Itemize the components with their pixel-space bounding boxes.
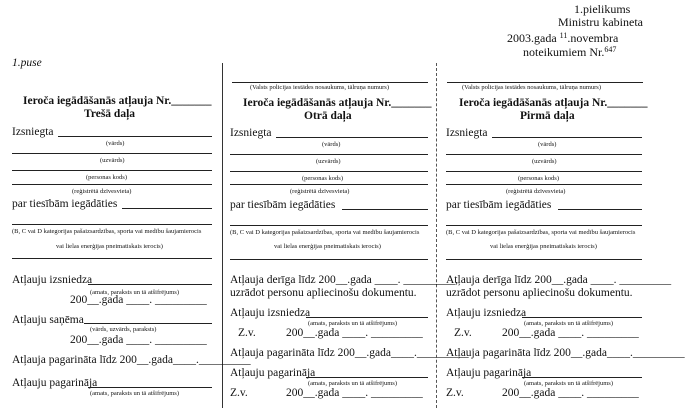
extended-by-caption: (amats, paraksts un tā atšifrējums) [524,380,613,387]
personal-code-line[interactable] [12,170,212,171]
issued-by-caption: (amats, paraksts un tā atšifrējums) [90,289,179,296]
first-name-caption: (vārds) [106,140,125,147]
present-id-label: uzrādot personu apliecinošu dokumentu. [230,287,417,299]
extended-by-label: Atļauju pagarināja [12,377,98,389]
issued-by-label: Atļauju izsniedza [446,307,527,319]
extended-by-label: Atļauju pagarināja [230,367,316,379]
extended-by-caption: (amats, paraksts un tā atšifrējums) [90,390,179,397]
right-to-acquire-label: par tiesībām iegādāties [12,198,118,210]
issued-to-label: Izsniegta [446,127,488,139]
weapon-line[interactable] [342,209,428,210]
received-by-label: Atļauju saņēma [12,314,84,326]
personal-code-caption: (personas kods) [518,175,559,182]
weapon-category-caption: (B, C vai D kategorijas pašaizsardzības, sporta vai medību šaujamierocis [12,228,202,235]
last-name-caption: (uzvārds) [316,158,341,165]
issued-to-label: Izsniegta [12,126,54,138]
stamp-label: Z.v. [454,327,472,339]
first-name-line[interactable] [492,137,642,138]
weapon-line[interactable] [122,208,212,209]
extended-until-label: Atļauja pagarināta līdz 200__.gada____._________ [12,354,251,366]
personal-code-line[interactable] [446,171,642,172]
extended-by-label: Atļauju pagarināja [446,367,532,379]
weapon-line-2[interactable] [446,225,642,226]
permit-part-label: Trešā daļa [84,108,136,120]
issued-to-label: Izsniegta [230,127,272,139]
issued-by-caption: (amats, paraksts un tā atšifrējums) [308,320,397,327]
weapon-line[interactable] [558,209,642,210]
last-name-line[interactable] [446,154,642,155]
page-side-label: 1.puse [12,57,42,69]
permit-title: Ieroča iegādāšanās atļauja Nr._______ [459,97,648,109]
weapon-category-caption: (B, C vai D kategorijas pašaizsardzības, sporta vai medību šaujamierocis [230,229,420,236]
extend-date: 200__.gada ____. _________ [286,387,423,399]
weapon-line-3[interactable] [12,258,212,259]
issue-date: 200__.gada ____. _________ [286,327,423,339]
permit-title: Ieroča iegādāšanās atļauja Nr._______ [23,95,212,107]
weapon-line-2[interactable] [12,224,212,225]
weapon-line-3[interactable] [230,259,428,260]
weapon-category-caption-2: vai lielas enerģijas pneimatiskais ierocis) [56,243,163,250]
issued-by-label: Atļauju izsniedza [230,307,311,319]
weapon-category-caption: (B, C vai D kategorijas pašaizsardzības, sporta vai medību šaujamierocis [446,229,636,236]
present-id-label: uzrādot personu apliecinošu dokumentu. [446,287,633,299]
receive-date: 200__.gada ____. _________ [70,334,207,346]
weapon-category-caption-2: vai lielas enerģijas pneimatiskais ierocis) [274,243,381,250]
stamp-label-2: Z.v. [446,387,464,399]
police-caption: (Valsts policijas iestādes nosaukums, tālruņa numurs) [250,84,390,91]
extended-by-line[interactable] [88,387,212,388]
address-caption: (reģistrētā dzīvesvieta) [290,188,350,195]
issued-by-line[interactable] [306,317,428,318]
extended-by-line[interactable] [306,377,428,378]
valid-until-label: Atļauja derīga līdz 200__.gada ____. _________ [446,274,672,286]
personal-code-caption: (personas kods) [302,175,343,182]
annex-number: 1.pielikums [574,2,631,16]
first-name-line[interactable] [58,136,212,137]
extended-until-label: Atļauja pagarināta līdz 200__.gada____._________ [446,347,685,359]
weapon-line-2[interactable] [230,225,428,226]
last-name-caption: (uzvārds) [100,157,125,164]
police-line[interactable] [232,82,428,83]
permit-part-label: Pirmā daļa [520,110,575,122]
last-name-line[interactable] [230,154,428,155]
issued-by-caption: (amats, paraksts un tā atšifrējums) [524,320,613,327]
issued-by-line[interactable] [88,284,212,285]
right-to-acquire-label: par tiesībām iegādāties [446,199,552,211]
address-caption: (reģistrētā dzīvesvieta) [72,188,132,195]
received-by-caption: (vārds, uzvārds, paraksts) [90,326,157,333]
extended-until-label: Atļauja pagarināta līdz 200__.gada____._________ [230,347,469,359]
last-name-caption: (uzvārds) [532,158,557,165]
extend-date: 200__.gada ____. _________ [502,387,639,399]
cabinet-label: Ministru kabineta [558,15,643,29]
permit-part-label: Otrā daļa [304,110,352,122]
stamp-label: Z.v. [238,327,256,339]
stamp-label-2: Z.v. [230,387,248,399]
extended-by-caption: (amats, paraksts un tā atšifrējums) [308,380,397,387]
issue-date: 200__.gada ____. _________ [70,294,207,306]
police-caption: (Valsts policijas iestādes nosaukums, tālruņa numurs) [462,84,602,91]
extended-by-line[interactable] [522,377,642,378]
valid-until-label: Atļauja derīga līdz 200__.gada ____. _________, [230,274,459,286]
issued-by-label: Atļauju izsniedza [12,274,93,286]
personal-code-caption: (personas kods) [86,174,127,181]
personal-code-line[interactable] [230,171,428,172]
first-name-caption: (vārds) [322,141,341,148]
received-by-line[interactable] [84,323,212,324]
last-name-line[interactable] [12,153,212,154]
address-line[interactable] [446,184,642,185]
issued-by-line[interactable] [522,317,642,318]
weapon-line-3[interactable] [446,259,642,260]
regulation-number: noteikumiem Nr.$^{647}$ [523,45,617,59]
weapon-category-caption-2: vai lielas enerģijas pneimatiskais ierocis) [490,243,597,250]
first-name-caption: (vārds) [538,141,557,148]
first-name-line[interactable] [276,137,428,138]
address-line[interactable] [12,184,212,185]
regulation-date: 2003.gada $^{11}$.novembra [507,31,619,45]
issue-date: 200__.gada ____. _________ [502,327,639,339]
police-line[interactable] [447,82,643,83]
address-caption: (reģistrētā dzīvesvieta) [506,188,566,195]
address-line[interactable] [230,184,428,185]
permit-title: Ieroča iegādāšanās atļauja Nr._______ [243,97,432,109]
right-to-acquire-label: par tiesībām iegādāties [230,199,336,211]
